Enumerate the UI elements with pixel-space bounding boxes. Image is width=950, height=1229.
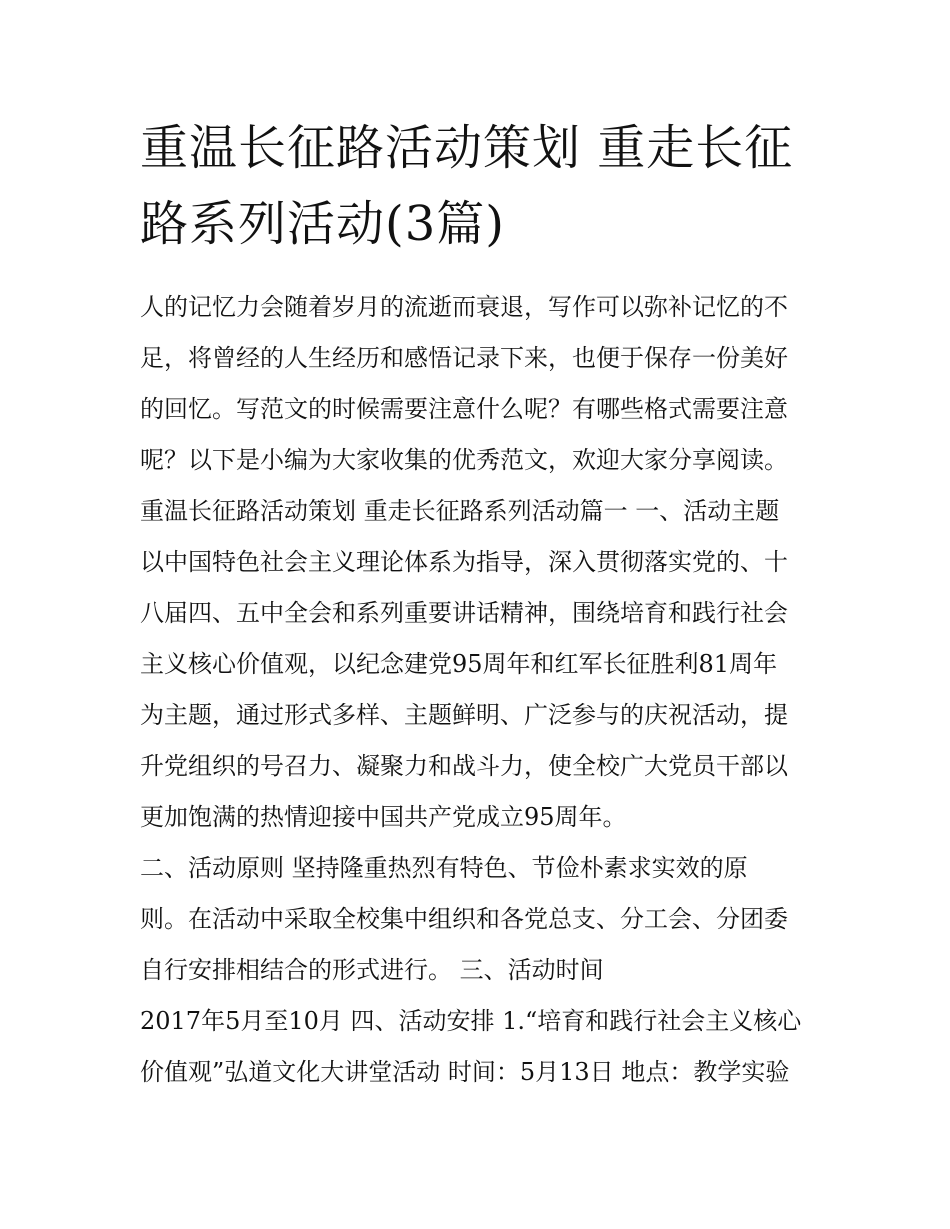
title-line-2: 路系列活动(3篇) xyxy=(140,196,505,252)
body-line: 重温长征路活动策划 重走长征路系列活动篇一 一、活动主题 xyxy=(140,497,780,525)
title-line-1: 重温长征路活动策划 重走长征 xyxy=(140,120,794,176)
body-line: 二、活动原则 坚持隆重热烈有特色、节俭朴素求实效的原 xyxy=(140,854,748,882)
document-body xyxy=(140,282,812,1098)
body-line: 的回忆。写范文的时候需要注意什么呢？有哪些格式需要注意 xyxy=(140,395,788,423)
body-line: 主义核心价值观，以纪念建党95周年和红军长征胜利81周年 xyxy=(140,650,778,678)
body-line: 自行安排相结合的形式进行。 三、活动时间 xyxy=(140,956,604,984)
body-line: 价值观”弘道文化大讲堂活动 时间：5月13日 地点：教学实验 xyxy=(140,1058,790,1086)
body-line: 人的记忆力会随着岁月的流逝而衰退，写作可以弥补记忆的不 xyxy=(140,293,788,321)
body-line: 足，将曾经的人生经历和感悟记录下来，也便于保存一份美好 xyxy=(140,344,788,372)
body-line: 呢？以下是小编为大家收集的优秀范文，欢迎大家分享阅读。 xyxy=(140,446,788,474)
body-line: 为主题，通过形式多样、主题鲜明、广泛参与的庆祝活动，提 xyxy=(140,701,788,729)
body-line: 八届四、五中全会和系列重要讲话精神，围绕培育和践行社会 xyxy=(140,599,788,627)
body-line: 更加饱满的热情迎接中国共产党成立95周年。 xyxy=(140,803,627,831)
body-line: 2017年5月至10月 四、活动安排 1.“培育和践行社会主义核心 xyxy=(140,1007,802,1035)
document-title xyxy=(140,110,812,262)
body-line: 升党组织的号召力、凝聚力和战斗力，使全校广大党员干部以 xyxy=(140,752,788,780)
body-line: 则。在活动中采取全校集中组织和各党总支、分工会、分团委 xyxy=(140,905,788,933)
body-line: 以中国特色社会主义理论体系为指导，深入贯彻落实党的、十 xyxy=(140,548,788,576)
document-page xyxy=(140,110,812,1098)
